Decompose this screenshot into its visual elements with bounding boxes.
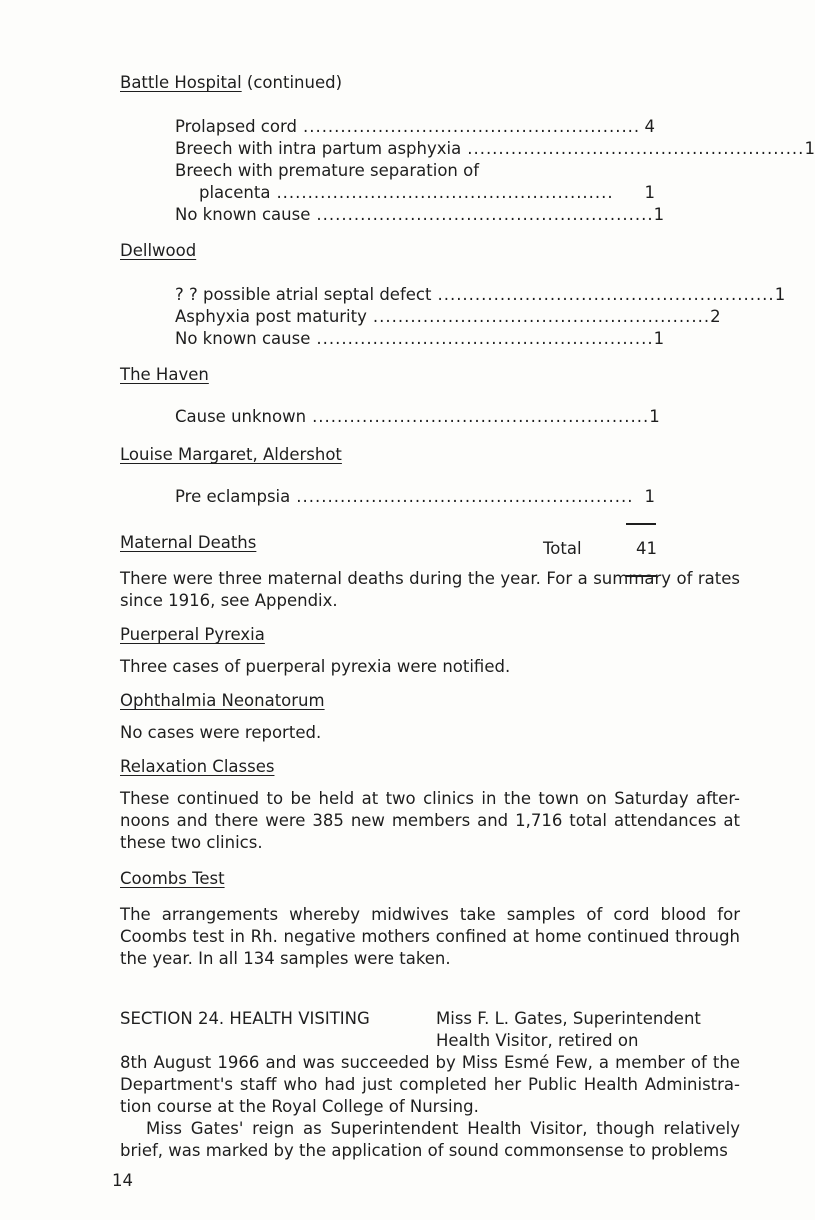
coombs-test-heading: Coombs Test [120,869,225,888]
ophthalmia-heading: Ophthalmia Neonatorum [120,691,325,710]
maternal-deaths-heading: Maternal Deaths [120,533,257,552]
section-24-intro-line1: Miss F. L. Gates, Superintendent [436,1009,701,1028]
dellwood-heading: Dellwood [120,241,197,260]
haven-heading: The Haven [120,365,209,384]
relaxation-classes-text: These continued to be held at two clinics in the town on Saturday after- noons and there were 385 new members and 1,716 total attendances at these two clinics. [120,789,740,852]
list-item: Pre eclampsia ...................................................... 1 [175,487,655,506]
list-item: Asphyxia post maturity ...................................................... 2 [175,307,721,326]
list-item: Breech with intra partum asphyxia ...................................................... 1 [175,139,815,158]
list-item: No known cause ...................................................... 1 [175,205,665,224]
puerperal-pyrexia-heading: Puerperal Pyrexia [120,625,265,644]
list-item: Breech with premature separation of [175,161,480,180]
total-rule-top [626,523,656,525]
section-24-paragraph-2: Miss Gates' reign as Superintendent Health Visitor, though relatively brief, was marked by the application of sound commonsense to problems [120,1119,740,1160]
puerperal-pyrexia-text: Three cases of puerperal pyrexia were notified. [120,657,511,676]
page-number: 14 [112,1171,133,1190]
total-value: 41 [636,539,657,558]
list-item: Cause unknown ...................................................... 1 [175,407,660,426]
maternal-deaths-text: There were three maternal deaths during the year. For a summary of rates since 1916, see Appendix. [120,569,740,610]
relaxation-classes-heading: Relaxation Classes [120,757,275,776]
coombs-test-text: The arrangements whereby midwives take samples of cord blood for Coombs test in Rh. negative mothers confined at home continued through the year. In all 134 samples were taken. [120,905,740,968]
total-label: Total [543,539,582,558]
list-item: No known cause ...................................................... 1 [175,329,665,348]
louise-margaret-heading: Louise Margaret, Aldershot [120,445,342,464]
section-24-heading: SECTION 24. HEALTH VISITING [120,1009,370,1028]
ophthalmia-text: No cases were reported. [120,723,322,742]
battle-hospital-heading: Battle Hospital (continued) [120,73,343,92]
list-item: Prolapsed cord ...................................................... 4 [175,117,655,136]
section-24-paragraph-1: 8th August 1966 and was succeeded by Miss Esmé Few, a member of the Department's staff who had just completed her Public Health Administra- tion course at the Royal College of Nursing. [120,1053,740,1116]
section-24-intro-line2: Health Visitor, retired on [436,1031,639,1050]
list-item: ? ? possible atrial septal defect ...................................................... 1 [175,285,786,304]
list-item: placenta ...................................................... 1 [199,183,655,202]
